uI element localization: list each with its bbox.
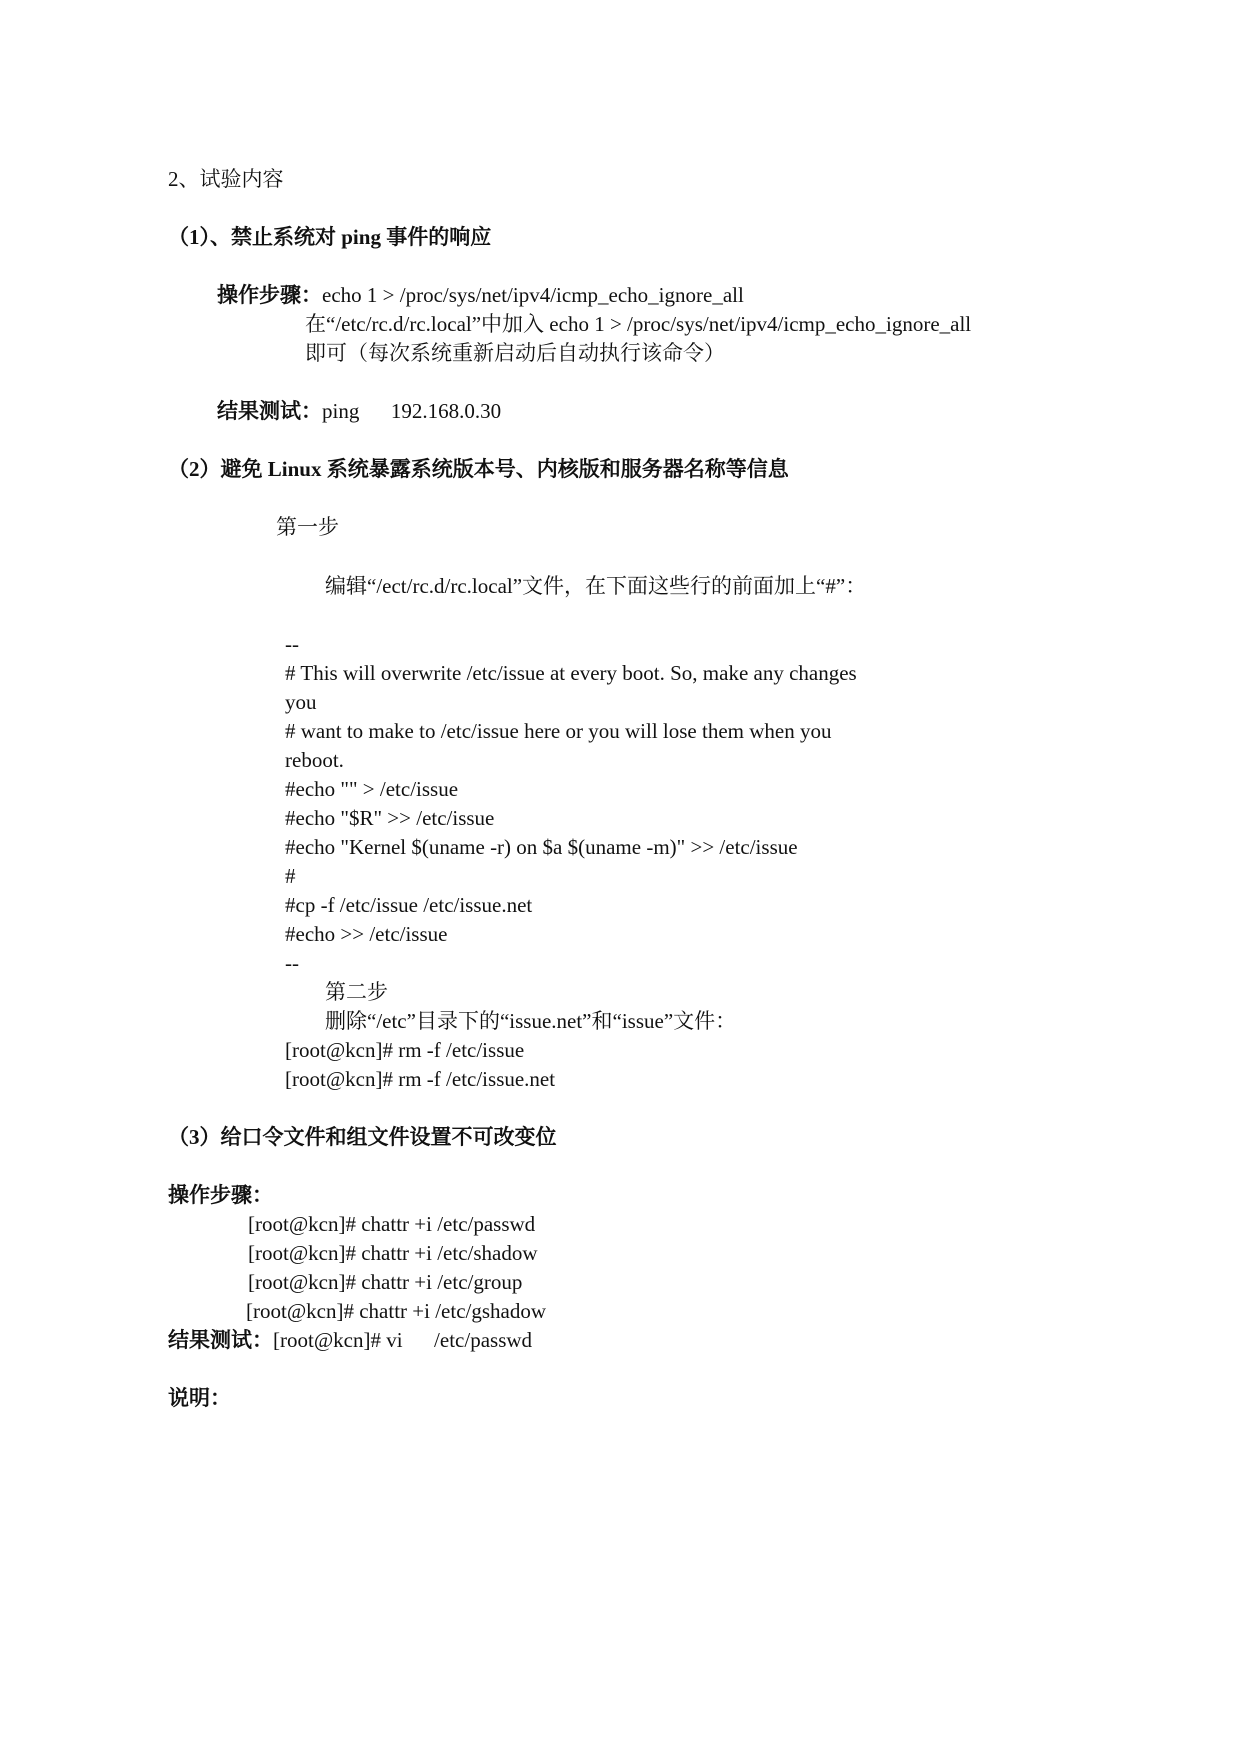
command-line: [root@kcn]# chattr +i /etc/shadow: [248, 1241, 538, 1265]
code-line: --: [285, 632, 299, 656]
code-line: #echo "$R" >> /etc/issue: [285, 806, 495, 830]
item3-steps-label: 操作步骤：: [168, 1183, 273, 1207]
code-line: # want to make to /etc/issue here or you will lose them when you: [285, 719, 832, 743]
step2-title: 第二步: [325, 980, 388, 1004]
code-line: #echo "" > /etc/issue: [285, 777, 459, 801]
step1-title: 第一步: [276, 515, 339, 539]
code-line: --: [285, 951, 299, 975]
code-line: # This will overwrite /etc/issue at every boot. So, make any changes: [285, 661, 857, 685]
item1-result-line: [217, 397, 501, 425]
section-heading: 2、试验内容: [168, 167, 284, 191]
step1-desc: 编辑“/ect/rc.d/rc.local”文件，在下面这些行的前面加上“#”：: [325, 574, 867, 598]
item3-result-line: [168, 1326, 532, 1354]
result-command: [root@kcn]# vi /etc/passwd: [273, 1328, 533, 1352]
step-line: 在“/etc/rc.d/rc.local”中加入 echo 1 > /proc/sys/net/ipv4/icmp_echo_ignore_all: [305, 312, 972, 336]
command-line: [root@kcn]# chattr +i /etc/passwd: [248, 1212, 536, 1236]
result-command: ping 192.168.0.30: [322, 399, 502, 423]
note-label: 说明：: [168, 1386, 231, 1410]
item1-steps-line1: [217, 281, 744, 309]
item3-heading: （3）给口令文件和组文件设置不可改变位: [168, 1125, 557, 1149]
item2-heading: （2）避免 Linux 系统暴露系统版本号、内核版和服务器名称等信息: [168, 457, 789, 481]
code-line: reboot.: [285, 748, 344, 772]
command-line: [root@kcn]# chattr +i /etc/gshadow: [246, 1299, 547, 1323]
result-label: 结果测试：: [168, 1328, 273, 1352]
command-line: [root@kcn]# rm -f /etc/issue: [285, 1038, 525, 1062]
code-line: you: [285, 690, 317, 714]
step-command: echo 1 > /proc/sys/net/ipv4/icmp_echo_ignore_all: [322, 283, 744, 307]
code-line: #: [285, 864, 296, 888]
step2-desc: 删除“/etc”目录下的“issue.net”和“issue”文件：: [325, 1009, 737, 1033]
item1-heading: （1）、禁止系统对 ping 事件的响应: [168, 225, 492, 249]
steps-label: 操作步骤：: [217, 283, 322, 307]
code-line: #echo "Kernel $(uname -r) on $a $(uname -m)" >> /etc/issue: [285, 835, 798, 859]
code-line: #cp -f /etc/issue /etc/issue.net: [285, 893, 533, 917]
result-label: 结果测试：: [217, 399, 322, 423]
command-line: [root@kcn]# rm -f /etc/issue.net: [285, 1067, 556, 1091]
command-line: [root@kcn]# chattr +i /etc/group: [248, 1270, 523, 1294]
step-line: 即可（每次系统重新启动后自动执行该命令）: [305, 341, 725, 365]
code-line: #echo >> /etc/issue: [285, 922, 448, 946]
